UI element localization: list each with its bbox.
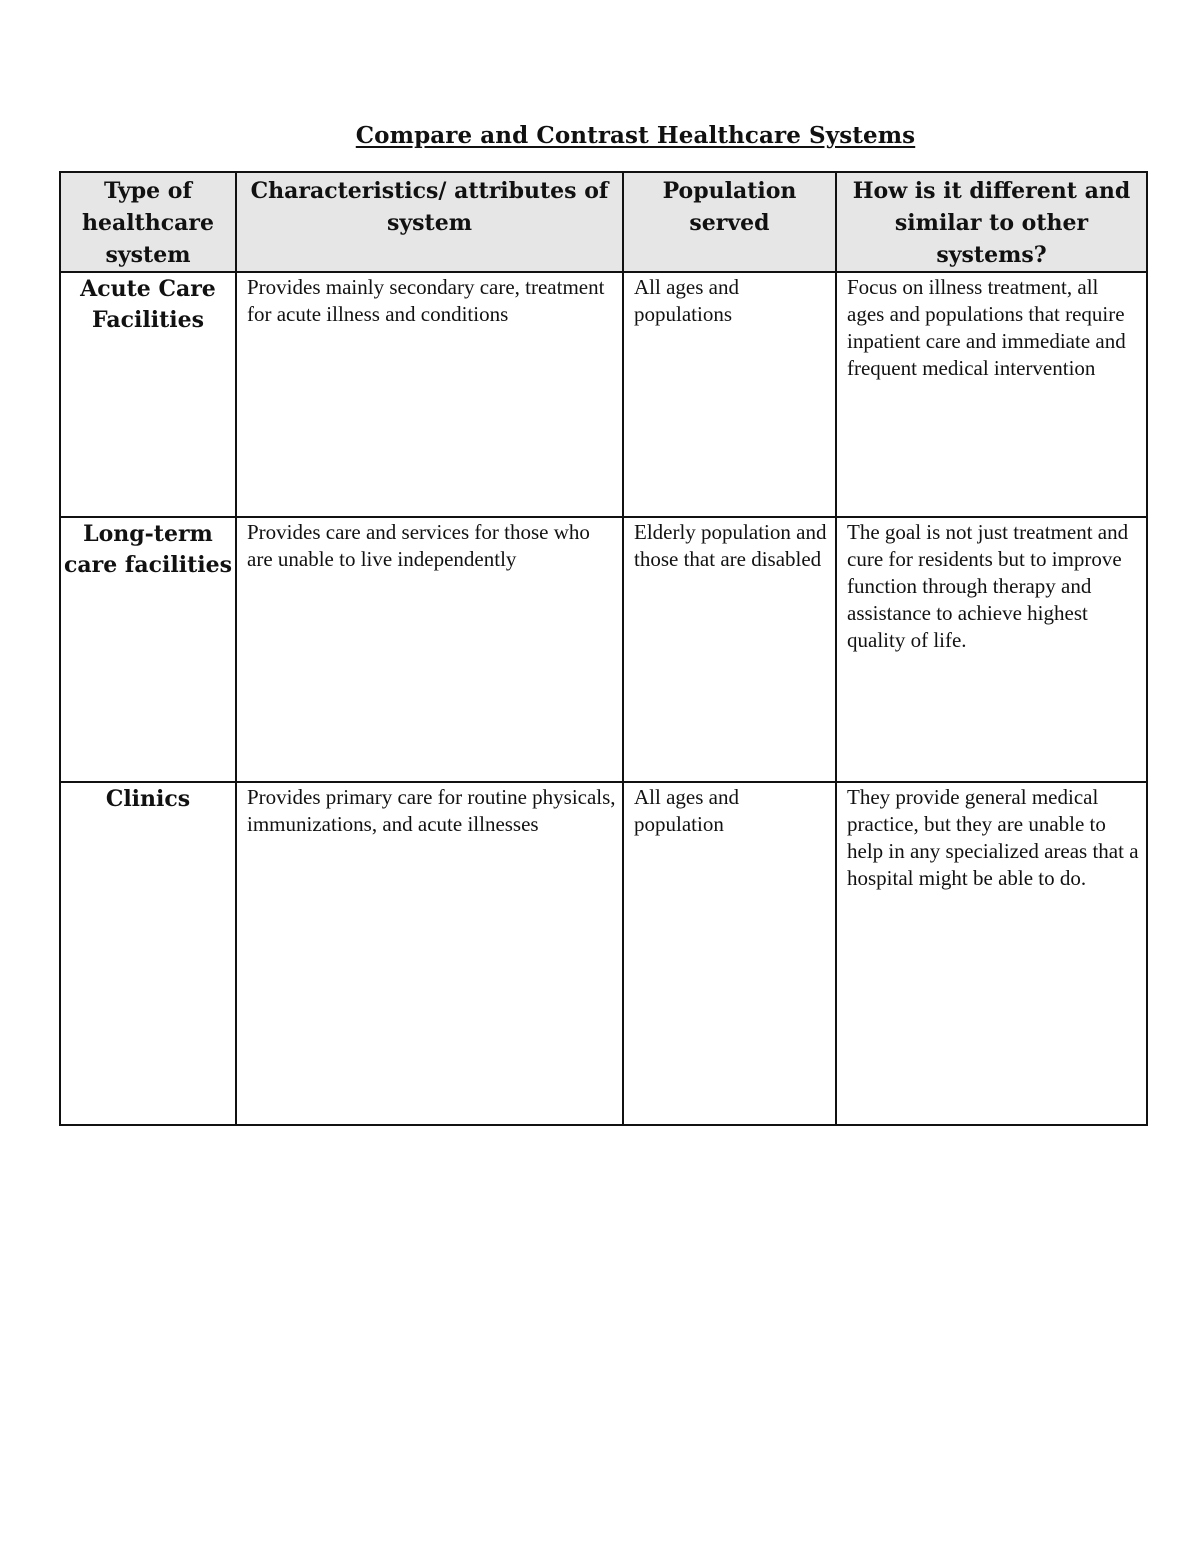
row-population-cell [623, 272, 836, 517]
row-comparison-cell [836, 782, 1147, 1125]
header-type: Type of healthcare system [60, 172, 236, 272]
header-population: Population served [623, 172, 836, 272]
row-type-cell: Clinics [60, 782, 236, 1125]
population-text: All ages and population [634, 785, 739, 836]
comparison-text: The goal is not just treatment and cure for residents but to improve function through therapy and assistance to achieve highest quality of life. [847, 520, 1129, 652]
header-characteristics: Characteristics/ attributes of system [236, 172, 623, 272]
table-row [60, 272, 1147, 517]
row-characteristics-cell [236, 272, 623, 517]
row-type-cell: Long-term care facilities [60, 517, 236, 782]
document-title: Compare and Contrast Healthcare Systems [355, 122, 916, 149]
characteristics-text: Provides mainly secondary care, treatment for acute illness and conditions [247, 275, 605, 326]
characteristics-text: Provides primary care for routine physicals, immunizations, and acute illnesses [247, 785, 616, 836]
table-header-row [60, 172, 1147, 272]
table-row [60, 782, 1147, 1125]
comparison-table [59, 171, 1148, 1126]
population-text: All ages and populations [634, 275, 739, 326]
row-characteristics-cell [236, 782, 623, 1125]
comparison-text: Focus on illness treatment, all ages and populations that require inpatient care and immediate and frequent medical intervention [847, 275, 1126, 380]
row-comparison-cell [836, 517, 1147, 782]
row-characteristics-cell [236, 517, 623, 782]
row-population-cell [623, 517, 836, 782]
row-population-cell [623, 782, 836, 1125]
row-comparison-cell [836, 272, 1147, 517]
comparison-text: They provide general medical practice, but they are unable to help in any specialized areas that a hospital might be able to do. [847, 785, 1139, 890]
characteristics-text: Provides care and services for those who are unable to live independently [247, 520, 590, 571]
row-type-cell: Acute Care Facilities [60, 272, 236, 517]
table-row [60, 517, 1147, 782]
header-comparison: How is it different and similar to other systems? [836, 172, 1147, 272]
population-text: Elderly population and those that are disabled [634, 520, 827, 571]
